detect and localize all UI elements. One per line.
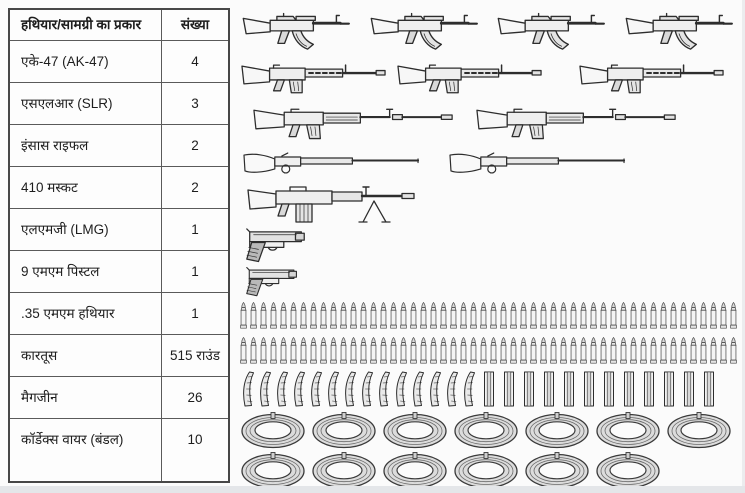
- slr-rifle-icon: [396, 56, 544, 96]
- bullet-icon: [280, 300, 287, 331]
- bullet-icon: [320, 300, 327, 331]
- bullet-icon: [330, 335, 337, 366]
- bullet-icon: [250, 335, 257, 366]
- bullet-icon: [370, 300, 377, 331]
- bullet-icon: [320, 335, 327, 366]
- bullet-icon: [290, 300, 297, 331]
- slr-rifle-icon: [240, 56, 388, 96]
- bullet-icon: [670, 300, 677, 331]
- bullet-icon: [730, 300, 737, 331]
- curved-magazine-icon: [461, 371, 475, 407]
- bullet-icon: [510, 335, 517, 366]
- bullet-icon: [690, 300, 697, 331]
- curved-magazine-icon: [308, 371, 322, 407]
- bullet-icon: [240, 300, 247, 331]
- straight-magazine-icon: [563, 371, 575, 407]
- curved-magazine-icon: [257, 371, 271, 407]
- bullet-icon: [720, 300, 727, 331]
- pistol-icon: [242, 265, 302, 297]
- curved-magazine-icon: [291, 371, 305, 407]
- cartridges-row-1-row: [240, 298, 743, 333]
- wire-coil-icon: [666, 411, 732, 449]
- wire-coil-icon: [595, 451, 661, 489]
- bullet-icon: [540, 300, 547, 331]
- bullet-icon: [250, 300, 257, 331]
- table-row: [10, 166, 228, 208]
- straight-magazine-icon: [703, 371, 715, 407]
- bullet-icon: [260, 300, 267, 331]
- insas-rifle-icon: [252, 99, 457, 143]
- wire-coil-icon: [311, 451, 377, 489]
- bullet-icon: [450, 300, 457, 331]
- bullet-icon: [720, 335, 727, 366]
- bottom-edge-strip: [0, 486, 745, 493]
- weapon-type-cell: 9 एमएम पिस्टल: [10, 251, 162, 292]
- bullet-icon: [580, 335, 587, 366]
- curved-magazine-icon: [325, 371, 339, 407]
- ak47-rifle-icon: [240, 4, 356, 52]
- bullet-icon: [570, 300, 577, 331]
- bullet-icon: [630, 335, 637, 366]
- bullet-icon: [520, 335, 527, 366]
- pistol-icon: [244, 226, 308, 263]
- bullet-icon: [620, 335, 627, 366]
- lmg-row: [240, 178, 743, 224]
- quantity-cell: 1: [191, 221, 199, 237]
- bullet-icon: [440, 335, 447, 366]
- bullet-icon: [580, 300, 587, 331]
- bullet-icon: [480, 300, 487, 331]
- bullet-icon: [550, 300, 557, 331]
- bullet-icon: [260, 335, 267, 366]
- bullet-icon: [680, 300, 687, 331]
- table-row: [10, 82, 228, 124]
- bullet-icon: [680, 335, 687, 366]
- bullet-icon: [280, 335, 287, 366]
- wire-coil-icon: [240, 411, 306, 449]
- wire-coil-icon: [453, 411, 519, 449]
- ak47-rifle-icon: [623, 4, 739, 52]
- bullet-icon: [510, 300, 517, 331]
- bullet-icon: [640, 300, 647, 331]
- wire-coil-icon: [453, 451, 519, 489]
- arms-seizure-table: [8, 8, 230, 483]
- bullet-icon: [690, 335, 697, 366]
- straight-magazine-icon: [683, 371, 695, 407]
- wire-coil-icon: [595, 411, 661, 449]
- quantity-cell: 1: [191, 305, 199, 321]
- curved-magazine-icon: [393, 371, 407, 407]
- bullet-icon: [600, 300, 607, 331]
- bullet-icon: [700, 300, 707, 331]
- wire-coil-icon: [524, 451, 590, 489]
- bullet-icon: [710, 300, 717, 331]
- weapon-type-cell: कारतूस: [10, 335, 162, 376]
- slr-rifles-row: [240, 54, 743, 97]
- bullet-icon: [300, 300, 307, 331]
- bullet-icon: [700, 335, 707, 366]
- curved-magazine-icon: [274, 371, 288, 407]
- bullet-icon: [550, 335, 557, 366]
- bullet-icon: [450, 335, 457, 366]
- bullet-icon: [650, 335, 657, 366]
- straight-magazine-icon: [603, 371, 615, 407]
- ak47-rifles-row: [240, 2, 743, 54]
- bullet-icon: [370, 335, 377, 366]
- quantity-cell: 2: [191, 137, 199, 153]
- bullet-icon: [340, 300, 347, 331]
- table-header-quantity: संख्या: [180, 17, 210, 33]
- muskets-row: [240, 145, 743, 178]
- bullet-icon: [530, 300, 537, 331]
- bullet-icon: [290, 335, 297, 366]
- bullet-icon: [560, 300, 567, 331]
- curved-magazine-icon: [359, 371, 373, 407]
- bullet-icon: [730, 335, 737, 366]
- bullet-icon: [520, 300, 527, 331]
- weapon-type-cell: 410 मस्कट: [10, 167, 162, 208]
- curved-magazine-icon: [444, 371, 458, 407]
- weapon-type-cell: मैगजीन: [10, 377, 162, 418]
- weapon-type-cell: .35 एमएम हथियार: [10, 293, 162, 334]
- bullet-icon: [350, 300, 357, 331]
- bullet-icon: [300, 335, 307, 366]
- magazines-row: [240, 368, 743, 410]
- illustration-grid: [240, 2, 743, 491]
- quantity-cell: 26: [187, 389, 203, 405]
- table-row: [10, 334, 228, 376]
- weapon-type-cell: कॉर्डेक्स वायर (बंडल): [10, 419, 162, 481]
- bullet-icon: [670, 335, 677, 366]
- straight-magazine-icon: [503, 371, 515, 407]
- bullet-icon: [420, 335, 427, 366]
- table-header-type: हथियार/सामग्री का प्रकार: [10, 10, 162, 40]
- bullet-icon: [490, 335, 497, 366]
- ak47-rifle-icon: [495, 4, 611, 52]
- bullet-icon: [270, 335, 277, 366]
- bullet-icon: [490, 300, 497, 331]
- bullet-icon: [660, 335, 667, 366]
- bullet-icon: [610, 300, 617, 331]
- wire-coils-row-2-row: [240, 450, 743, 490]
- bullet-icon: [340, 335, 347, 366]
- slr-rifle-icon: [578, 56, 726, 96]
- bullet-icon: [590, 300, 597, 331]
- bullet-icon: [460, 335, 467, 366]
- bullet-icon: [310, 335, 317, 366]
- bullet-icon: [540, 335, 547, 366]
- lmg-icon: [246, 178, 441, 224]
- quantity-cell: 4: [191, 53, 199, 69]
- straight-magazine-icon: [643, 371, 655, 407]
- bullet-icon: [390, 335, 397, 366]
- bullet-icon: [530, 335, 537, 366]
- musket-icon: [448, 147, 632, 177]
- bullet-icon: [500, 335, 507, 366]
- straight-magazine-icon: [663, 371, 675, 407]
- bullet-icon: [710, 335, 717, 366]
- straight-magazine-icon: [523, 371, 535, 407]
- weapon-type-cell: एके-47 (AK-47): [10, 41, 162, 82]
- straight-magazine-icon: [623, 371, 635, 407]
- quantity-cell: 10: [187, 432, 203, 447]
- bullet-icon: [470, 335, 477, 366]
- musket-icon: [242, 147, 426, 177]
- bullet-icon: [600, 335, 607, 366]
- table-row: [10, 292, 228, 334]
- wire-coil-icon: [382, 411, 448, 449]
- pistol-35mm-row: [240, 264, 743, 298]
- ak47-rifle-icon: [368, 4, 484, 52]
- bullet-icon: [590, 335, 597, 366]
- bullet-icon: [390, 300, 397, 331]
- table-row: [10, 40, 228, 82]
- bullet-icon: [560, 335, 567, 366]
- bullet-icon: [360, 335, 367, 366]
- curved-magazine-icon: [410, 371, 424, 407]
- insas-rifles-row: [240, 97, 743, 145]
- bullet-icon: [570, 335, 577, 366]
- quantity-cell: 2: [191, 179, 199, 195]
- table-row: [10, 418, 228, 481]
- table-row: [10, 208, 228, 250]
- bullet-icon: [350, 335, 357, 366]
- bullet-icon: [380, 335, 387, 366]
- straight-magazine-icon: [543, 371, 555, 407]
- bullet-icon: [330, 300, 337, 331]
- quantity-cell: 3: [191, 95, 199, 111]
- table-header-row: [10, 10, 228, 40]
- quantity-cell: 515 राउंड: [170, 347, 220, 363]
- wire-coil-icon: [311, 411, 377, 449]
- bullet-icon: [480, 335, 487, 366]
- curved-magazine-icon: [240, 371, 254, 407]
- table-row: [10, 376, 228, 418]
- wire-coil-icon: [524, 411, 590, 449]
- bullet-icon: [620, 300, 627, 331]
- bullet-icon: [460, 300, 467, 331]
- wire-coil-icon: [382, 451, 448, 489]
- bullet-icon: [400, 300, 407, 331]
- bullet-icon: [240, 335, 247, 366]
- bullet-icon: [650, 300, 657, 331]
- straight-magazine-icon: [483, 371, 495, 407]
- bullet-icon: [660, 300, 667, 331]
- bullet-icon: [420, 300, 427, 331]
- bullet-icon: [430, 335, 437, 366]
- bullet-icon: [270, 300, 277, 331]
- bullet-icon: [400, 335, 407, 366]
- bullet-icon: [410, 300, 417, 331]
- cartridges-row-2-row: [240, 333, 743, 368]
- bullet-icon: [310, 300, 317, 331]
- table-row: [10, 250, 228, 292]
- quantity-cell: 1: [191, 263, 199, 279]
- wire-coil-icon: [240, 451, 306, 489]
- curved-magazine-icon: [342, 371, 356, 407]
- straight-magazine-icon: [583, 371, 595, 407]
- bullet-icon: [410, 335, 417, 366]
- bullet-icon: [500, 300, 507, 331]
- weapon-type-cell: एलएमजी (LMG): [10, 209, 162, 250]
- insas-rifle-icon: [475, 99, 680, 143]
- bullet-icon: [640, 335, 647, 366]
- bullet-icon: [630, 300, 637, 331]
- curved-magazine-icon: [376, 371, 390, 407]
- table-row: [10, 124, 228, 166]
- wire-coils-row-1-row: [240, 410, 743, 450]
- bullet-icon: [360, 300, 367, 331]
- curved-magazine-icon: [427, 371, 441, 407]
- bullet-icon: [470, 300, 477, 331]
- pistol-9mm-row: [240, 224, 743, 264]
- bullet-icon: [380, 300, 387, 331]
- weapon-type-cell: इंसास राइफल: [10, 125, 162, 166]
- bullet-icon: [440, 300, 447, 331]
- bullet-icon: [610, 335, 617, 366]
- bullet-icon: [430, 300, 437, 331]
- weapon-type-cell: एसएलआर (SLR): [10, 83, 162, 124]
